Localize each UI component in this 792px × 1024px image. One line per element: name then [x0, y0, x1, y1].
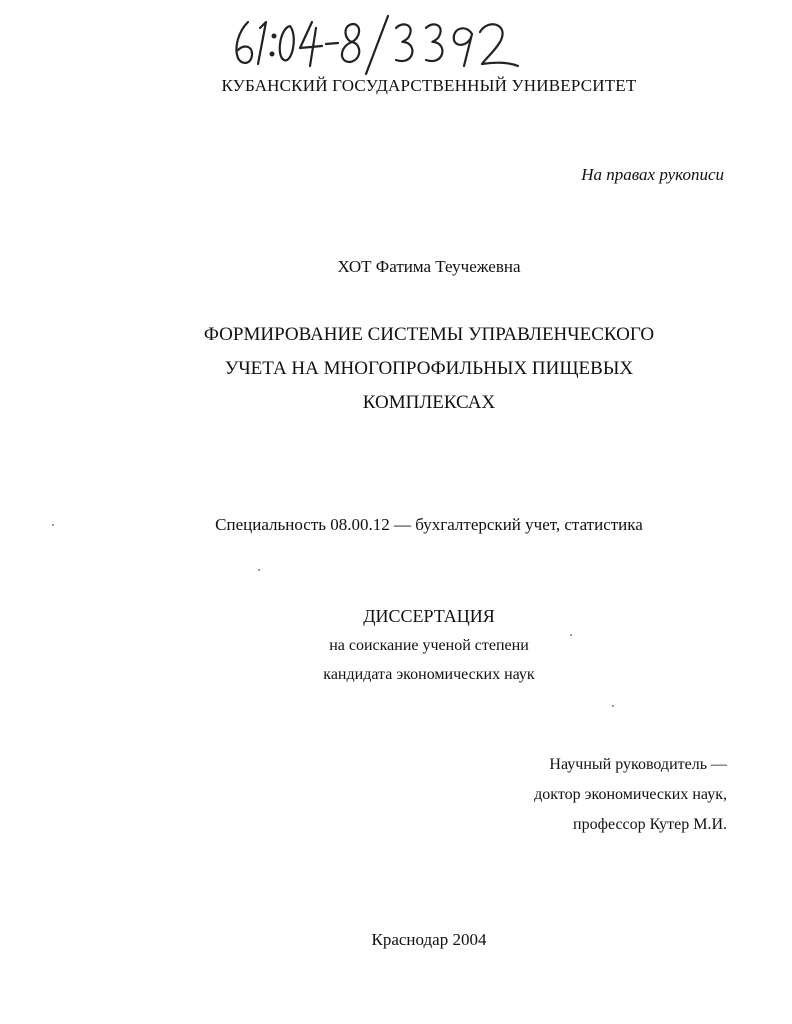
specialty-line: Специальность 08.00.12 — бухгалтерский учет, статистика [215, 515, 643, 534]
title-line-1: ФОРМИРОВАНИЕ СИСТЕМЫ УПРАВЛЕНЧЕСКОГО [203, 324, 655, 345]
scan-speck [258, 569, 260, 571]
university-name: КУБАНСКИЙ ГОСУДАРСТВЕННЫЙ УНИВЕРСИТЕТ [221, 76, 637, 95]
city-and-year: Краснодар 2004 [371, 930, 487, 949]
scan-speck [570, 634, 572, 636]
dissertation-title [0, 318, 792, 420]
scan-speck [612, 705, 614, 707]
supervisor-block [534, 750, 727, 840]
dissertation-line-2: кандидата экономических наук [323, 666, 535, 683]
title-line-2: УЧЕТА НА МНОГОПРОФИЛЬНЫХ ПИЩЕВЫХ [224, 358, 634, 379]
handwritten-catalog-number [228, 14, 528, 76]
author-name: ХОТ Фатима Теучежевна [337, 257, 521, 276]
title-line-3: КОМПЛЕКСАХ [362, 392, 496, 413]
manuscript-rights-note: На правах рукописи [581, 165, 724, 184]
supervisor-degree: доктор экономических наук, [534, 786, 727, 803]
dissertation-heading: ДИССЕРТАЦИЯ [363, 606, 495, 626]
supervisor-name: профессор Кутер М.И. [573, 816, 727, 833]
dissertation-line-1: на соискание ученой степени [329, 637, 529, 654]
dissertation-type-block [0, 602, 792, 689]
scan-speck [52, 524, 54, 526]
supervisor-role: Научный руководитель — [549, 756, 727, 773]
